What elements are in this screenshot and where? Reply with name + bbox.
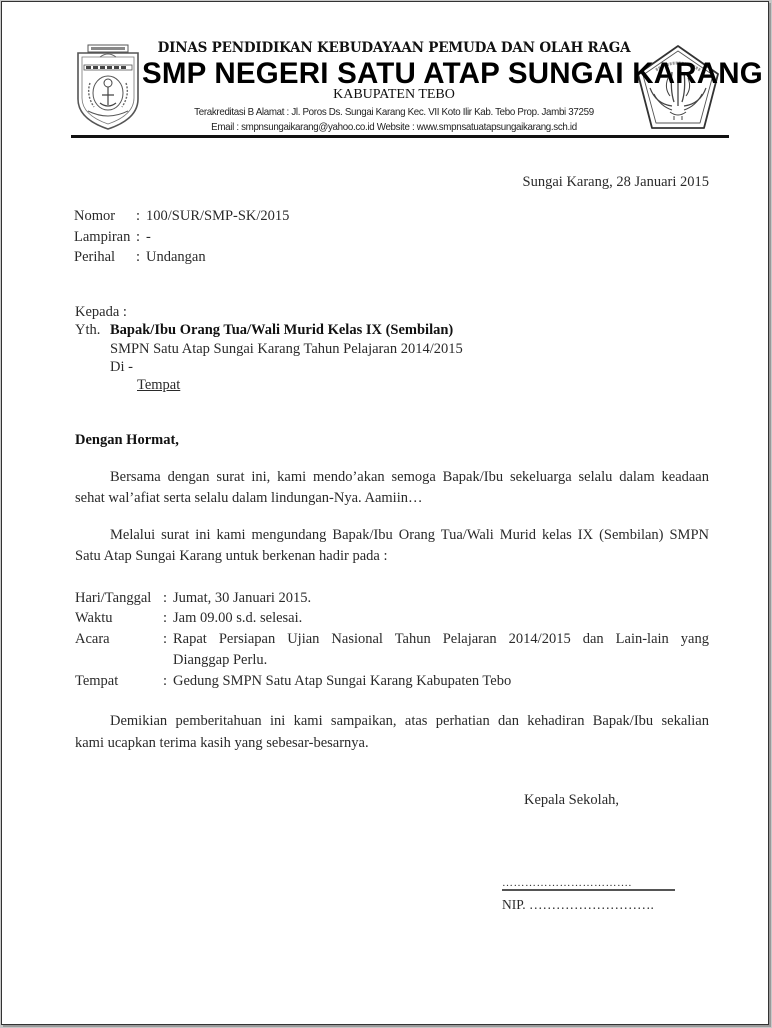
signature-name-line: ……………………………. [502, 879, 675, 891]
event-label-date: Hari/Tanggal [75, 590, 152, 606]
kabupaten-tebo-crest-icon [72, 43, 144, 131]
event-label-agenda: Acara [75, 631, 110, 647]
meta-sep-nomor: : [136, 208, 141, 224]
meta-sep-lampiran: : [136, 229, 141, 245]
event-value-agenda: Rapat Persiapan Ujian Nasional Tahun Pelajaran 2014/2015 dan Lain-lain yang [173, 631, 709, 647]
letterhead-contact: Email : smpnsungaikarang@yahoo.co.id Website : www.smpnsatuatapsungaikarang.sch.id [211, 121, 577, 133]
place-date: Sungai Karang, 28 Januari 2015 [522, 174, 709, 190]
meta-label-nomor: Nomor [74, 208, 116, 224]
event-value-time: Jam 09.00 s.d. selesai. [173, 610, 303, 626]
recipient-name: Bapak/Ibu Orang Tua/Wali Murid Kelas IX (Sembilan) [110, 322, 454, 338]
meta-value-perihal: Undangan [146, 249, 206, 265]
paragraph-1-line-2: sehat wal’afiat serta selalu dalam lindungan-Nya. Aamiin… [75, 490, 423, 506]
paragraph-2-line-2: Satu Atap Sungai Karang untuk berkenan hadir pada : [75, 548, 388, 564]
meta-label-lampiran: Lampiran [74, 229, 131, 245]
letterhead-divider [71, 135, 729, 138]
letterhead-school-name: SMP NEGERI SATU ATAP SUNGAI KARANG [142, 57, 763, 90]
event-sep-place: : [163, 673, 168, 689]
recipient-tempat: Tempat [137, 377, 181, 393]
recipient-institution: SMPN Satu Atap Sungai Karang Tahun Pelajaran 2014/2015 [110, 341, 463, 357]
meta-value-lampiran: - [146, 229, 151, 245]
recipient-kepada: Kepada : [75, 304, 127, 320]
recipient-yth: Yth. [75, 322, 101, 338]
signature-title: Kepala Sekolah, [524, 792, 620, 808]
event-sep-date: : [163, 590, 168, 606]
closing-line-1: Demikian pemberitahuan ini kami sampaikan, atas perhatian dan kehadiran Bapak/Ibu sekalian [110, 713, 709, 729]
closing-line-2: kami ucapkan terima kasih yang sebesar-besarnya. [75, 735, 369, 751]
meta-label-perihal: Perihal [74, 249, 116, 265]
event-value-place: Gedung SMPN Satu Atap Sungai Karang Kabupaten Tebo [173, 673, 512, 689]
event-label-place: Tempat [75, 673, 119, 689]
event-value-date: Jumat, 30 Januari 2015. [173, 590, 312, 606]
paragraph-2-line-1: Melalui surat ini kami mengundang Bapak/Ibu Orang Tua/Wali Murid kelas IX (Sembilan) SMPN [110, 527, 709, 543]
event-label-time: Waktu [75, 610, 113, 626]
letter-page [1, 1, 769, 1025]
meta-value-nomor: 100/SUR/SMP-SK/2015 [146, 208, 290, 224]
signature-nip: NIP. ………………………. [502, 897, 654, 912]
event-sep-agenda: : [163, 631, 168, 647]
letterhead-agency: DINAS PENDIDIKAN KEBUDAYAAN PEMUDA DAN OLAH RAGA [157, 40, 631, 56]
meta-sep-perihal: : [136, 249, 141, 265]
paragraph-1-line-1: Bersama dengan surat ini, kami mendo’akan semoga Bapak/Ibu sekeluarga selalu dalam keadaan [110, 469, 709, 485]
event-value-agenda-cont: Dianggap Perlu. [173, 652, 268, 668]
event-sep-time: : [163, 610, 168, 626]
letterhead-school-name-wrap [142, 57, 763, 91]
salutation: Dengan Hormat, [75, 432, 179, 448]
recipient-di: Di - [110, 359, 133, 375]
letterhead-address: Terakreditasi B Alamat : Jl. Poros Ds. Sungai Karang Kec. VII Koto Ilir Kab. Tebo Prop. Jambi 37259 [194, 106, 594, 118]
letterhead-regency: KABUPATEN TEBO [333, 87, 455, 102]
